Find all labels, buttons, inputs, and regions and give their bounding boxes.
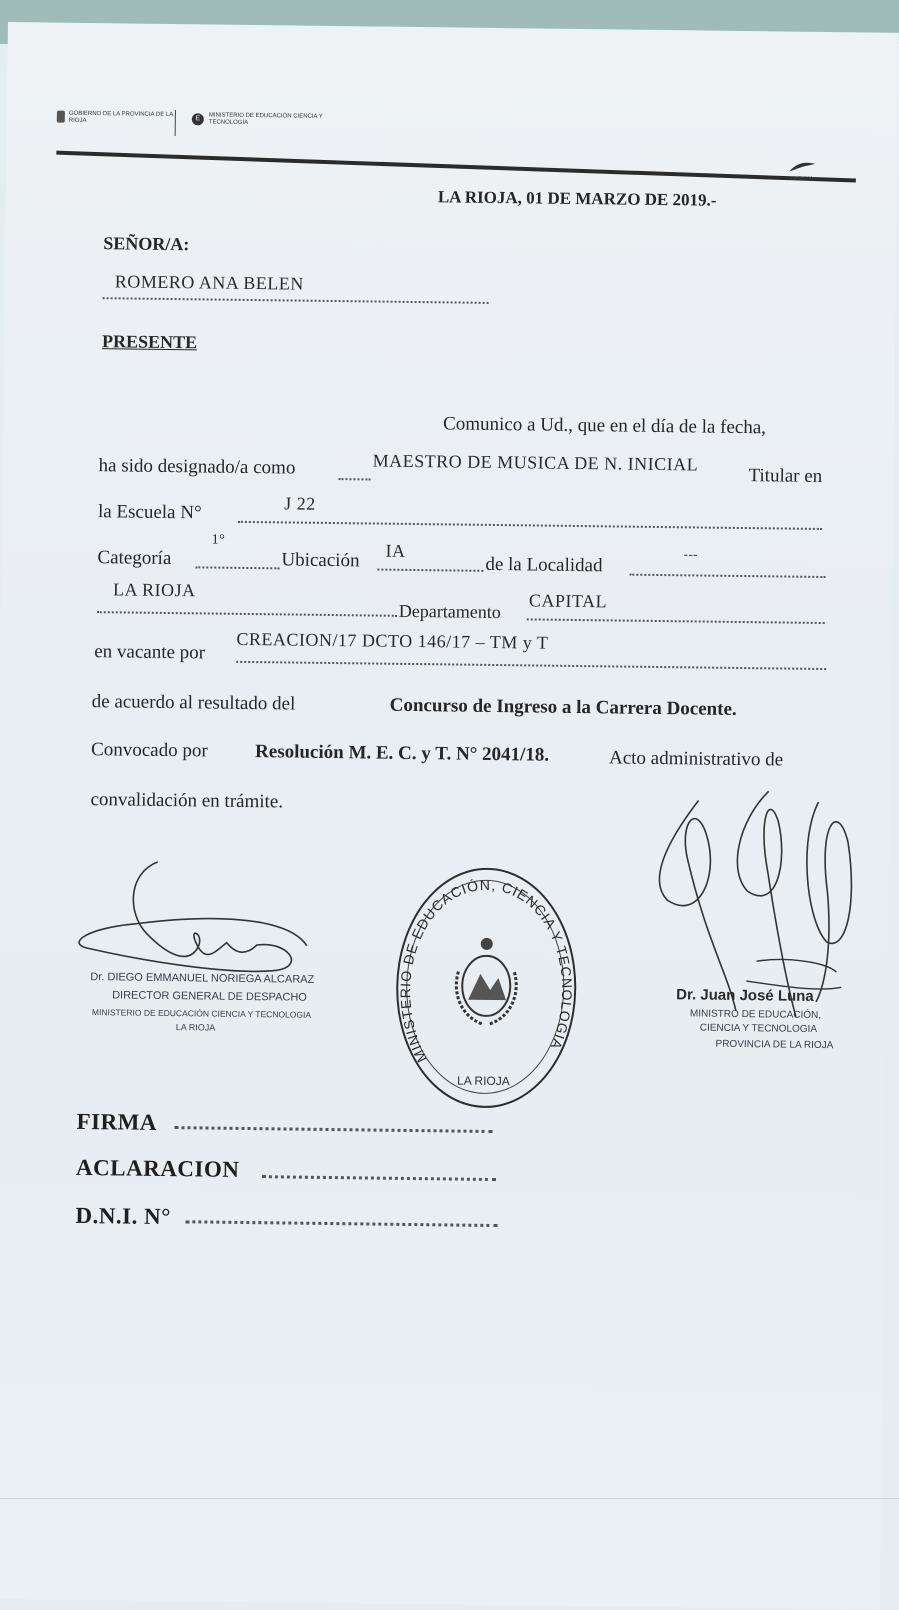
- body-last-line: convalidación en trámite.: [90, 789, 284, 813]
- ubicacion-label: Ubicación: [281, 549, 360, 572]
- left-signatory-title: DIRECTOR GENERAL DE DESPACHO: [112, 989, 307, 1004]
- departamento-value: CAPITAL: [528, 590, 608, 612]
- ubicacion-dotted-line: [377, 569, 483, 572]
- left-signatory-city: LA RIOJA: [175, 1022, 216, 1033]
- aclaracion-dotted-line: [262, 1175, 496, 1181]
- document-page: [0, 22, 899, 1610]
- right-signatory-title-1: MINISTRO DE EDUCACIÓN,: [689, 1008, 822, 1022]
- dni-dotted-line: [185, 1220, 497, 1227]
- escuela-dotted-line: [238, 521, 822, 530]
- provincial-coat-of-arms-icon: [446, 931, 527, 1032]
- departamento-label: Departamento: [398, 600, 501, 623]
- left-signatory-org: MINISTERIO DE EDUCACIÓN CIENCIA Y TECNOLOGIA: [91, 1007, 312, 1020]
- escuela-label: la Escuela N°: [97, 501, 202, 524]
- firma-dotted-line: [174, 1126, 492, 1133]
- la-rioja-logo: [782, 159, 822, 181]
- dni-label: D.N.I. N°: [75, 1202, 172, 1230]
- recipient-dotted-line: [103, 297, 489, 304]
- localidad-dash: ---: [683, 546, 699, 562]
- titular-label: Titular en: [748, 465, 823, 487]
- la-rioja-logo-icon: [787, 160, 817, 174]
- province-crest-icon: [57, 111, 65, 123]
- left-signature-scribble: [56, 853, 318, 986]
- vacante-value: CREACION/17 DCTO 146/17 – TM y T: [236, 628, 549, 653]
- right-signatory-name: Dr. Juan José Luna: [676, 986, 814, 1005]
- categoria-value: 1°: [211, 532, 226, 548]
- right-signatory-title-3: PROVINCIA DE LA RIOJA: [715, 1038, 834, 1052]
- letterhead-rule: [56, 151, 856, 183]
- presente-heading: PRESENTE: [101, 331, 198, 353]
- categoria-label: Categoría: [97, 547, 172, 570]
- localidad-label: de la Localidad: [485, 553, 603, 577]
- localidad-value: LA RIOJA: [112, 579, 196, 601]
- salutation: SEÑOR/A:: [103, 233, 190, 255]
- letterhead-right-org: MINISTERIO DE EDUCACIÓN CIENCIA Y TECNOLOGÍA: [208, 112, 323, 126]
- escuela-value: J 22: [284, 493, 316, 514]
- cargo-value: MAESTRO DE MUSICA DE N. INICIAL: [372, 450, 699, 475]
- svg-text:MINISTERIO DE EDUCACIÓN, CIENC: MINISTERIO DE EDUCACIÓN, CIENCIA Y TECNOLOGIA: [397, 876, 576, 1065]
- vacante-dotted-line: [236, 661, 826, 670]
- localidad-dotted-line: [629, 574, 825, 578]
- body-line-1: Comunico a Ud., que en el día de la fecha,: [442, 413, 767, 439]
- ubicacion-value: IA: [385, 540, 406, 561]
- designation-dotted-line: [338, 478, 370, 480]
- concurso-prefix: de acuerdo al resultado del: [91, 691, 296, 715]
- letterhead-left-org: GOBIERNO DE LA PROVINCIA DE LA RIOJA: [68, 110, 173, 124]
- aclaracion-label: ACLARACION: [75, 1154, 240, 1182]
- convocado-prefix: Convocado por: [90, 739, 208, 762]
- letterhead-divider: [175, 110, 176, 136]
- concurso-title: Concurso de Ingreso a la Carrera Docente.: [389, 694, 737, 720]
- ministry-seal-city: LA RIOJA: [457, 1073, 510, 1089]
- firma-label: FIRMA: [76, 1108, 158, 1135]
- right-signatory-title-2: CIENCIA Y TECNOLOGIA: [699, 1022, 818, 1035]
- date-line: LA RIOJA, 01 DE MARZO DE 2019.-: [437, 187, 717, 210]
- left-signatory-name: Dr. DIEGO EMMANUEL NORIEGA ALCARAZ: [90, 971, 315, 986]
- designation-label: ha sido designado/a como: [98, 455, 296, 479]
- localidad-value-dotted-line: [97, 611, 397, 617]
- resolucion-number: Resolución M. E. C. y T. N° 2041/18.: [254, 741, 550, 766]
- recipient-name: ROMERO ANA BELEN: [114, 271, 304, 294]
- departamento-dotted-line: [527, 618, 825, 624]
- ministry-seal: [395, 867, 578, 1109]
- categoria-dotted-line: [195, 566, 279, 569]
- la-rioja-logo-text: LA RIOJA: [791, 175, 814, 182]
- paper-fold-line: [0, 1498, 899, 1499]
- convocado-suffix: Acto administrativo de: [608, 747, 784, 771]
- vacante-label: en vacante por: [94, 641, 206, 664]
- ministry-logo-icon: E: [192, 113, 204, 125]
